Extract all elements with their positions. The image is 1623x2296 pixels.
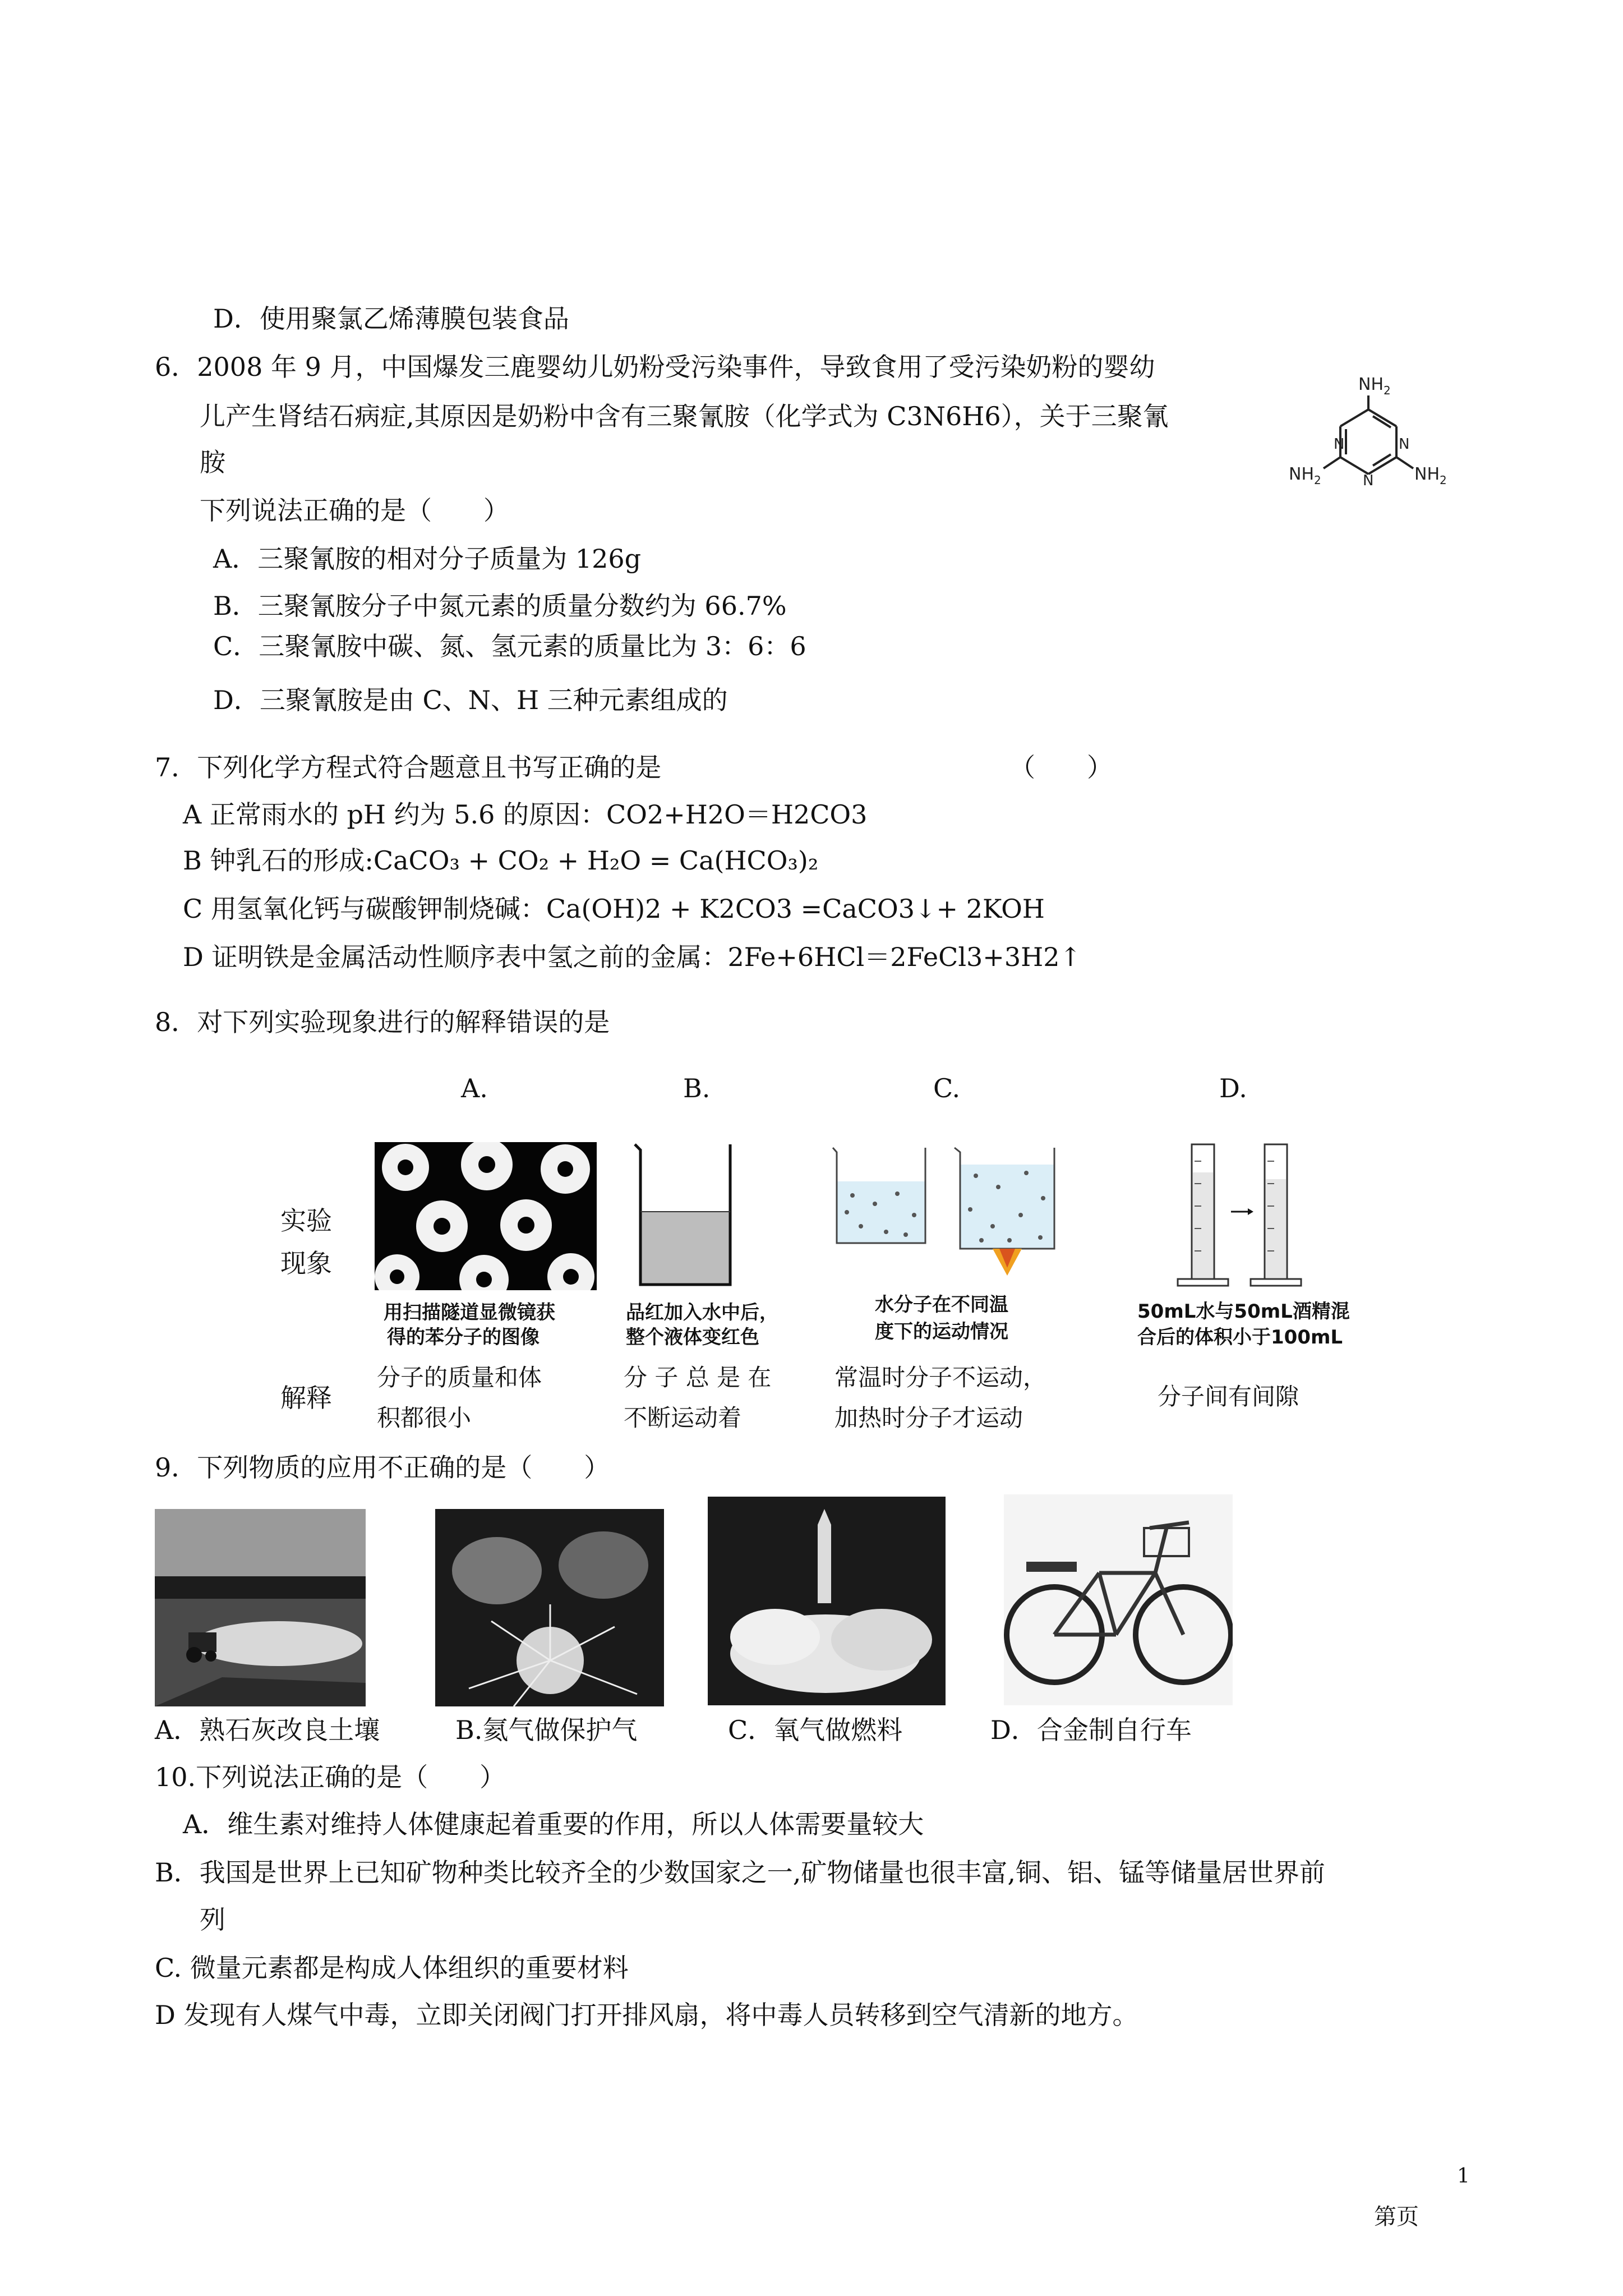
caption-a-line2: 得的苯分子的图像 <box>387 1326 540 1349</box>
q9-option-c: C．氧气做燃料 <box>728 1715 903 1745</box>
ring-n-right: N <box>1399 436 1410 453</box>
q10-option-d: D 发现有人煤气中毒，立即关闭阀门打开排风扇，将中毒人员转移到空气清新的地方。 <box>155 2000 1138 2030</box>
q6-stem-line1: 6．2008 年 9 月，中国爆发三鹿婴幼儿奶粉受污染事件，导致食用了受污染奶粉的婴幼 <box>155 352 1155 382</box>
explanation-b-line2: 不断运动着 <box>624 1404 742 1432</box>
q10-option-b-line2: 列 <box>200 1904 225 1935</box>
explanation-b-line1: 分 子 总 是 在 <box>624 1364 772 1391</box>
q7-option-a: A 正常雨水的 pH 约为 5.6 的原因：CO2+H2O＝H2CO3 <box>183 799 868 830</box>
caption-c-line2: 度下的运动情况 <box>875 1320 1008 1343</box>
q9-stem: 9．下列物质的应用不正确的是（ ） <box>155 1452 610 1483</box>
q8-col-b: B. <box>683 1073 711 1103</box>
graduated-cylinders-image <box>1161 1139 1318 1290</box>
q9-option-a: A．熟石灰改良土壤 <box>155 1715 380 1745</box>
q8-col-a: A. <box>461 1073 488 1103</box>
page-number: 1 <box>1457 2165 1470 2188</box>
q5-option-d: D．使用聚氯乙烯薄膜包装食品 <box>213 303 569 334</box>
svg-text:NH2: $NH_2$ <box>1414 464 1447 487</box>
nh2-right-label: NH <box>1414 464 1440 484</box>
q8-row-label-explanation: 解释 <box>280 1383 332 1413</box>
caption-d-line2: 合后的体积小于100mL <box>1137 1326 1343 1349</box>
svg-text:NH2: $NH_2$ <box>1289 464 1321 487</box>
q6-option-d: D．三聚氰胺是由 C、N、H 三种元素组成的 <box>213 685 728 715</box>
q6-stem-line2: 儿产生肾结石病症,其原因是奶粉中含有三聚氰胺（化学式为 C3N6H6），关于三聚氰 <box>200 401 1169 431</box>
caption-b-line1: 品红加入水中后， <box>626 1301 778 1324</box>
caption-c-line1: 水分子在不同温 <box>875 1294 1008 1316</box>
q7-stem: 7．下列化学方程式符合题意且书写正确的是 <box>155 752 662 783</box>
caption-a-line1: 用扫描隧道显微镜获 <box>384 1301 555 1324</box>
q6-option-c: C．三聚氰胺中碳、氮、氢元素的质量比为 3：6：6 <box>213 631 806 661</box>
photo-bicycle <box>1004 1494 1233 1705</box>
q6-stem-line3: 胺 <box>200 447 225 477</box>
caption-d-line1: 50mL水与50mL酒精混 <box>1137 1300 1350 1323</box>
q8-col-d: D. <box>1219 1073 1247 1103</box>
photo-welding <box>435 1509 664 1706</box>
benzene-stm-image <box>375 1142 597 1290</box>
page-label: 第页 <box>1374 2204 1419 2230</box>
q10-option-b-line1: B．我国是世界上已知矿物种类比较齐全的少数国家之一,矿物储量也很丰富,铜、铝、锰等储量居世界前 <box>155 1857 1326 1888</box>
q9-option-b: B.氦气做保护气 <box>455 1715 638 1745</box>
explanation-d: 分子间有间隙 <box>1158 1383 1299 1410</box>
explanation-a-line2: 积都很小 <box>377 1404 472 1432</box>
q8-stem: 8．对下列实验现象进行的解释错误的是 <box>155 1007 610 1037</box>
q7-option-d: D 证明铁是金属活动性顺序表中氢之前的金属：2Fe+6HCl＝2FeCl3+3H2↑ <box>183 942 1082 972</box>
caption-b-line2: 整个液体变红色 <box>626 1326 759 1349</box>
q8-row-label-exp-1: 实验 <box>280 1205 332 1236</box>
photo-rocket-launch <box>708 1497 946 1705</box>
q8-col-c: C. <box>933 1073 961 1103</box>
q7-option-b: B 钟乳石的形成:CaCO₃ + CO₂ + H₂O = Ca(HCO₃)₂ <box>183 845 819 876</box>
q10-option-c: C. 微量元素都是构成人体组织的重要材料 <box>155 1953 629 1983</box>
q6-option-b: B．三聚氰胺分子中氮元素的质量分数约为 66.7% <box>213 591 787 621</box>
melamine-structure <box>1267 365 1469 505</box>
q7-answer-paren: （ ） <box>1009 752 1113 783</box>
explanation-a-line1: 分子的质量和体 <box>377 1364 542 1391</box>
nh2-top-label: NH <box>1358 375 1384 394</box>
nh2-left-label: NH <box>1289 464 1314 484</box>
ring-n-left: N <box>1334 436 1345 453</box>
q8-row-label-exp-2: 现象 <box>280 1248 332 1278</box>
water-molecules-temperature-image <box>830 1142 1066 1282</box>
q6-option-a: A．三聚氰胺的相对分子质量为 126g <box>213 544 642 574</box>
q7-option-c: C 用氢氧化钙与碳酸钾制烧碱：Ca(OH)2 + K2CO3 =CaCO3↓+ 2KOH <box>183 894 1045 924</box>
beaker-magenta-image <box>629 1139 741 1290</box>
svg-text:NH2: $NH_2$ <box>1358 375 1391 397</box>
explanation-c-line2: 加热时分子才运动 <box>834 1404 1023 1432</box>
q6-stem-line4: 下列说法正确的是（ ） <box>200 495 509 526</box>
ring-n-bottom: N <box>1363 472 1374 489</box>
q10-option-a: A．维生素对维持人体健康起着重要的作用，所以人体需要量较大 <box>183 1809 924 1839</box>
photo-tractor-field <box>155 1509 366 1706</box>
explanation-c-line1: 常温时分子不运动， <box>834 1364 1047 1391</box>
q10-stem: 10.下列说法正确的是（ ） <box>155 1762 506 1792</box>
q9-option-d: D．合金制自行车 <box>990 1715 1192 1745</box>
